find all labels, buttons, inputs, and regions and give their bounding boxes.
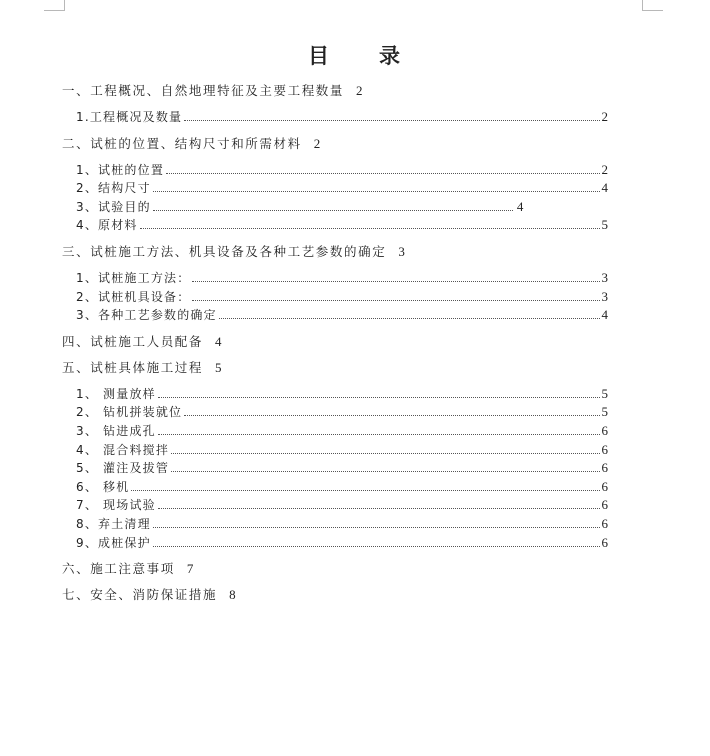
toc-page-number: 5 xyxy=(601,217,608,233)
toc-leader-dots xyxy=(131,489,599,491)
toc-page-number: 5 xyxy=(601,404,608,420)
toc-entry-text: 3、试验目的 xyxy=(76,199,151,214)
toc-page-number: 5 xyxy=(215,359,222,375)
toc-heading-7[interactable] xyxy=(62,586,608,604)
toc-page-number: 4 xyxy=(601,307,608,323)
toc-leader-dots xyxy=(219,317,600,319)
toc-leader-dots xyxy=(153,190,600,192)
title-char-left: 目 xyxy=(308,44,331,68)
toc-entry[interactable] xyxy=(62,198,608,217)
toc-page-number: 3 xyxy=(601,288,608,304)
toc-page-number: 6 xyxy=(601,497,608,513)
toc-heading-3[interactable] xyxy=(62,243,608,261)
toc-entry[interactable] xyxy=(62,403,608,422)
toc-heading-5[interactable] xyxy=(62,359,608,377)
toc-leader-dots xyxy=(184,119,599,121)
toc-entry[interactable] xyxy=(62,288,608,307)
toc-heading-4[interactable] xyxy=(62,333,608,351)
toc-leader-dots xyxy=(153,545,600,547)
toc-entry[interactable] xyxy=(62,269,608,288)
toc-page-number: 2 xyxy=(601,161,608,177)
toc-entry-text: 3、各种工艺参数的确定 xyxy=(76,308,217,323)
toc-heading-text: 三、试桩施工方法、机具设备及各种工艺参数的确定 xyxy=(62,243,387,259)
toc-heading-text: 七、安全、消防保证措施 xyxy=(62,587,218,603)
toc-entry[interactable] xyxy=(62,534,608,553)
crop-mark-top-right xyxy=(642,0,663,11)
toc-entry[interactable] xyxy=(62,478,608,497)
toc-page-number: 6 xyxy=(601,441,608,457)
toc-leader-dots xyxy=(158,396,600,398)
toc-entry-text: 2、 钻机拼装就位 xyxy=(76,405,183,420)
toc-heading-1[interactable] xyxy=(62,82,608,100)
toc-entry-text: 5、 灌注及拔管 xyxy=(76,461,170,476)
toc-page-number: 6 xyxy=(601,534,608,550)
toc-leader-dots xyxy=(153,209,513,211)
toc-entry-text: 4、原材料 xyxy=(76,218,138,233)
toc-entry[interactable] xyxy=(62,385,608,404)
toc-leader-dots xyxy=(166,172,599,174)
toc-leader-dots xyxy=(140,227,600,229)
toc-leader-dots xyxy=(184,414,599,416)
toc-leader-dots xyxy=(158,507,600,509)
toc-entry-text: 3、 钻进成孔 xyxy=(76,423,156,438)
toc-page-number: 4 xyxy=(601,180,608,196)
toc-page-number: 6 xyxy=(601,478,608,494)
toc-leader-dots xyxy=(171,452,599,454)
toc-entry[interactable] xyxy=(62,108,608,127)
toc-entry[interactable] xyxy=(62,515,608,534)
toc-entry-text: 1、试桩施工方法： xyxy=(76,270,191,285)
toc-entry[interactable] xyxy=(62,496,608,515)
crop-mark-top-left xyxy=(44,0,65,11)
toc-entry[interactable] xyxy=(62,179,608,198)
toc-entry-text: 1、试桩的位置 xyxy=(76,162,165,177)
toc-page-number: 2 xyxy=(601,109,608,124)
toc-entry-text: 6、 移机 xyxy=(76,479,130,494)
toc-entry[interactable] xyxy=(62,161,608,180)
toc-leader-dots xyxy=(192,299,599,301)
toc-page-number: 6 xyxy=(601,460,608,476)
toc-page-number: 6 xyxy=(601,515,608,531)
toc-entry-text: 7、 现场试验 xyxy=(76,498,156,513)
toc-heading-text: 二、试桩的位置、结构尺寸和所需材料 xyxy=(62,135,302,151)
toc-entry[interactable] xyxy=(62,459,608,478)
toc-entry-text: 1.工程概况及数量 xyxy=(76,110,183,124)
toc-page-number: 2 xyxy=(356,83,363,98)
toc-page-number: 5 xyxy=(601,385,608,401)
toc-page-number: 4 xyxy=(215,333,222,349)
table-of-contents xyxy=(62,82,608,604)
toc-heading-text: 四、试桩施工人员配备 xyxy=(62,333,204,349)
toc-entry[interactable] xyxy=(62,422,608,441)
toc-entry-text: 2、结构尺寸 xyxy=(76,181,151,196)
toc-heading-2[interactable] xyxy=(62,135,608,153)
toc-page-number: 7 xyxy=(186,561,194,577)
toc-page-number: 4 xyxy=(516,198,524,214)
toc-entry-text: 1、 测量放样 xyxy=(76,386,156,401)
toc-entry[interactable] xyxy=(62,441,608,460)
toc-entry-text: 8、弃土清理 xyxy=(76,516,151,531)
toc-heading-6[interactable] xyxy=(62,560,608,578)
page-title xyxy=(0,40,710,70)
toc-page-number: 8 xyxy=(229,587,236,603)
toc-page-number: 3 xyxy=(398,243,405,259)
toc-leader-dots xyxy=(171,470,599,472)
toc-leader-dots xyxy=(158,433,600,435)
toc-leader-dots xyxy=(192,280,599,282)
toc-leader-dots xyxy=(153,526,600,528)
toc-heading-text: 六、施工注意事项 xyxy=(62,561,175,577)
toc-entry-text: 4、 混合料搅拌 xyxy=(76,442,170,457)
title-char-right: 录 xyxy=(379,44,402,68)
toc-page-number: 2 xyxy=(313,135,321,151)
toc-entry[interactable] xyxy=(62,216,608,235)
toc-heading-text: 一、工程概况、自然地理特征及主要工程数量 xyxy=(62,83,345,98)
toc-entry[interactable] xyxy=(62,306,608,325)
toc-page-number: 6 xyxy=(601,422,608,438)
toc-entry-text: 9、成桩保护 xyxy=(76,535,151,550)
toc-heading-text: 五、试桩具体施工过程 xyxy=(62,359,204,375)
toc-entry-text: 2、试桩机具设备： xyxy=(76,289,191,304)
toc-page-number: 3 xyxy=(601,269,608,285)
